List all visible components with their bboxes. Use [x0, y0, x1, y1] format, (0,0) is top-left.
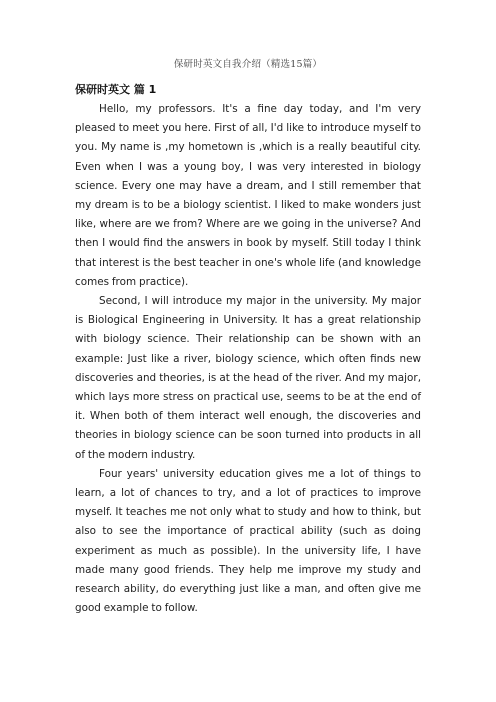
paragraph-3: Four years' university education gives me a lot of things to learn, a lot of chances to try, and a lot of practices to improve myself. It teaches me not only what to study and how to think, but also to see the importance of practical ability (such as doing experiment as much as possible). In the university life, I have made many good friends. They help me improve my study and research ability, do everything just like a man, and often give me good example to follow.: [75, 467, 421, 615]
paragraph-1: Hello, my professors. It's a fine day today, and I'm very pleased to meet you here. First of all, I'd like to introduce myself to you. My name is ,my hometown is ,which is a really beautiful city. Even when I was a young boy, I was very interested in biology science. Every one may have a dream, and I still remember that my dream is to be a biology scientist. I liked to make wonders just like, where are we from? Where are we going in the universe? And then I would find the answers in book by myself. Still today I think that interest is the best teacher in one's whole life (and knowledge comes from practice).: [75, 103, 421, 288]
document-body: [75, 80, 421, 618]
paragraph-2: Second, I will introduce my major in the university. My major is Biological Engineering in University. It has a great relationship with biology science. Their relationship can be shown with an example: Just like a river, biology science, which often finds new discoveries and theories, is at the head of the river. And my major, which lays more stress on practical use, seems to be at the end of it. When both of them interact well enough, the discoveries and theories in biology science can be soon turned into products in all of the modern industry.: [75, 295, 421, 461]
document-header: 保研时英文自我介绍（精选15篇）: [173, 59, 323, 70]
section-title: 保研时英文 篇 1: [75, 83, 157, 96]
